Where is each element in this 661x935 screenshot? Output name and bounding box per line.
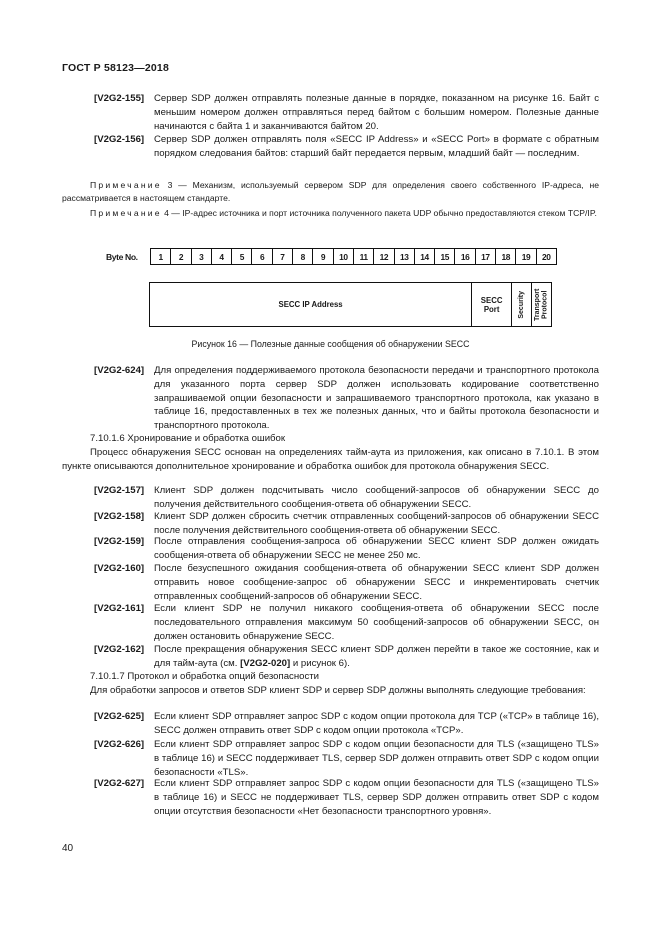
requirement-code: [V2G2-161] <box>94 603 145 614</box>
section-heading-7-10-1-6: 7.10.1.6 Хронирование и обработка ошибок <box>90 433 286 444</box>
byte-cell: 17 <box>475 249 495 264</box>
note-label: Примечание <box>90 208 162 218</box>
requirement-v2g2-162 <box>94 643 599 671</box>
requirement-code: [V2G2-157] <box>94 485 145 496</box>
requirement-text: Если клиент SDP отправляет запрос SDP с кодом опции безопасности для TLS («защищено TLS» в таблице 16) и SECC поддерживает TLS, сервер SDP должен отправить ответ SDP с кодом опции безопасности «TLS». <box>154 739 599 778</box>
requirement-code: [V2G2-625] <box>94 711 145 722</box>
byte-cell: 13 <box>394 249 414 264</box>
requirement-text: Если клиент SDP отправляет запрос SDP с кодом опции безопасности для TLS («защищено TLS» в таблице 16) и SECC не поддерживает TLS, сервер SDP должен отправить ответ SDP с кодом опции отсутствия безопасности «Нет безопасности транспортного уровня». <box>154 778 599 817</box>
byte-cell: 11 <box>353 249 373 264</box>
note-4 <box>62 207 599 220</box>
field-transport-protocol <box>531 283 551 326</box>
requirement-v2g2-157 <box>94 484 599 512</box>
byte-cell: 14 <box>414 249 434 264</box>
section-heading-7-10-1-7: 7.10.1.7 Протокол и обработка опций безопасности <box>90 671 320 682</box>
byte-cell: 4 <box>211 249 231 264</box>
field-transport-protocol-label: Transport Protocol <box>534 288 549 321</box>
requirement-v2g2-158 <box>94 510 599 538</box>
requirement-v2g2-159 <box>94 535 599 563</box>
requirement-code: [V2G2-156] <box>94 134 145 145</box>
requirement-code: [V2G2-155] <box>94 93 145 104</box>
byte-cell: 12 <box>373 249 393 264</box>
figure-caption: Рисунок 16 — Полезные данные сообщения об обнаружении SECC <box>191 339 470 349</box>
note-3 <box>62 179 599 204</box>
requirement-text: Клиент SDP должен подсчитывать число сообщений-запросов об обнаружении SECC до получения действительного сообщения-ответа об обнаружении SECC. <box>154 485 599 510</box>
requirement-code: [V2G2-162] <box>94 644 145 655</box>
requirement-v2g2-155 <box>94 92 599 133</box>
requirement-text: Сервер SDP должен отправлять поля «SECC IP Address» и «SECC Port» в формате с обратным порядком следования байтов: старший байт передается первым, младший байт — последним. <box>154 134 599 159</box>
note-text: 3 — Механизм, используемый сервером SDP для определения своего собственного IP-адреса, не рассматривается в настоящем стандарте. <box>62 180 599 203</box>
standard-code: ГОСТ Р 58123—2018 <box>62 62 170 74</box>
requirement-reference: [V2G2-020] <box>240 657 291 669</box>
requirement-code: [V2G2-624] <box>94 365 145 376</box>
requirement-v2g2-156 <box>94 133 599 161</box>
section-intro-paragraph: Процесс обнаружения SECC основан на определениях тайм-аута из приложения, как описано в 7.10.1. В этом пункте описываются дополнительное хронирование и обработка ошибок для протокола обнаружения SECC. <box>62 447 599 472</box>
note-label: Примечание <box>90 180 162 190</box>
requirement-v2g2-627 <box>94 777 599 818</box>
field-secc-port-label: SECC Port <box>480 295 503 314</box>
byte-cells <box>150 248 557 265</box>
requirement-text: После отправления сообщения-запроса об обнаружении SECC клиент SDP должен ожидать сообщения-ответа об обнаружении SECC не менее 250 мс. <box>154 536 599 561</box>
requirement-text: Если клиент SDP отправляет запрос SDP с кодом опции протокола для TCP («TCP» в таблице 16), SECC должен отправить ответ SDP с кодом опции протокола «TCP». <box>154 711 599 736</box>
requirement-text-a: После прекращения обнаружения SECC клиент SDP должен перейти в такое же состояние, как и для тайм-аута (см. <box>154 644 599 669</box>
requirement-v2g2-625 <box>94 710 599 738</box>
byte-cell: 20 <box>536 249 556 264</box>
payload-fields <box>149 282 552 327</box>
field-secc-ip-address: SECC IP Address <box>278 300 343 309</box>
byte-cell: 18 <box>495 249 515 264</box>
requirement-code: [V2G2-159] <box>94 536 145 547</box>
requirement-text: Если клиент SDP не получил никакого сообщения-ответа об обнаружении SECC после последовательного отправления максимум 50 сообщений-запросов об обнаружении SECC, он должен остановить обнаружение SECC. <box>154 603 599 642</box>
byte-cell: 8 <box>292 249 312 264</box>
byte-cell: 3 <box>191 249 211 264</box>
byte-cell: 10 <box>333 249 353 264</box>
requirement-v2g2-626 <box>94 738 599 779</box>
requirement-text: Клиент SDP должен сбросить счетчик отправленных сообщений-запросов об обнаружении SECC после получения действительного сообщения-ответа об обнаружении SECC. <box>154 511 599 536</box>
byte-cell: 2 <box>170 249 190 264</box>
requirement-code: [V2G2-158] <box>94 511 145 522</box>
requirement-v2g2-160 <box>94 562 599 603</box>
byte-number-row <box>106 248 557 265</box>
requirement-v2g2-624 <box>94 364 599 433</box>
byte-cell: 6 <box>251 249 271 264</box>
field-security-label: Security <box>517 290 525 319</box>
requirement-text: После безуспешного ожидания сообщения-ответа об обнаружении SECC клиент SDP должен отправить новое сообщение-запрос об обнаружении SECC и инкрементировать счетчик отправленных сообщений-запросов об обнаружении SECC. <box>154 563 599 602</box>
byte-cell: 1 <box>158 251 163 262</box>
requirement-code: [V2G2-626] <box>94 739 145 750</box>
requirement-text: Для определения поддерживаемого протокола безопасности передачи и транспортного протокола для указанного порта сервер SDP должен использовать кодирование соответственно запрашиваемой опции безопасности и запрашиваемого транспортного протокола, как указано в таблице 16, предоставленных в тех же полезных данных, что и байты протокола безопасности и транспортного протокола. <box>154 365 599 432</box>
field-security <box>511 283 531 326</box>
byte-cell: 9 <box>312 249 332 264</box>
requirement-v2g2-161 <box>94 602 599 643</box>
byte-cell: 5 <box>231 249 251 264</box>
requirement-text: Сервер SDP должен отправлять полезные данные в порядке, показанном на рисунке 16. Байт с меньшим номером должен отправляться перед байтом с большим номером. Полезные данные начинаются с байта 1 и заканчиваются байтом 20. <box>154 93 599 132</box>
page-number: 40 <box>62 843 74 854</box>
field-secc-port <box>471 283 511 326</box>
byte-number-label: Byte No. <box>106 251 138 262</box>
section-intro-paragraph: Для обработки запросов и ответов SDP клиент SDP и сервер SDP должны выполнять следующие требования: <box>90 685 586 696</box>
requirement-text <box>94 643 599 671</box>
byte-cell: 15 <box>434 249 454 264</box>
requirement-code: [V2G2-627] <box>94 778 145 789</box>
byte-cell: 7 <box>272 249 292 264</box>
byte-cell: 16 <box>454 249 474 264</box>
requirement-text-b: и рисунок 6). <box>290 657 350 669</box>
note-text: 4 — IP-адрес источника и порт источника полученного пакета UDP обычно предоставляются стеком TCP/IP. <box>164 208 597 218</box>
byte-cell: 19 <box>515 249 535 264</box>
requirement-code: [V2G2-160] <box>94 563 145 574</box>
